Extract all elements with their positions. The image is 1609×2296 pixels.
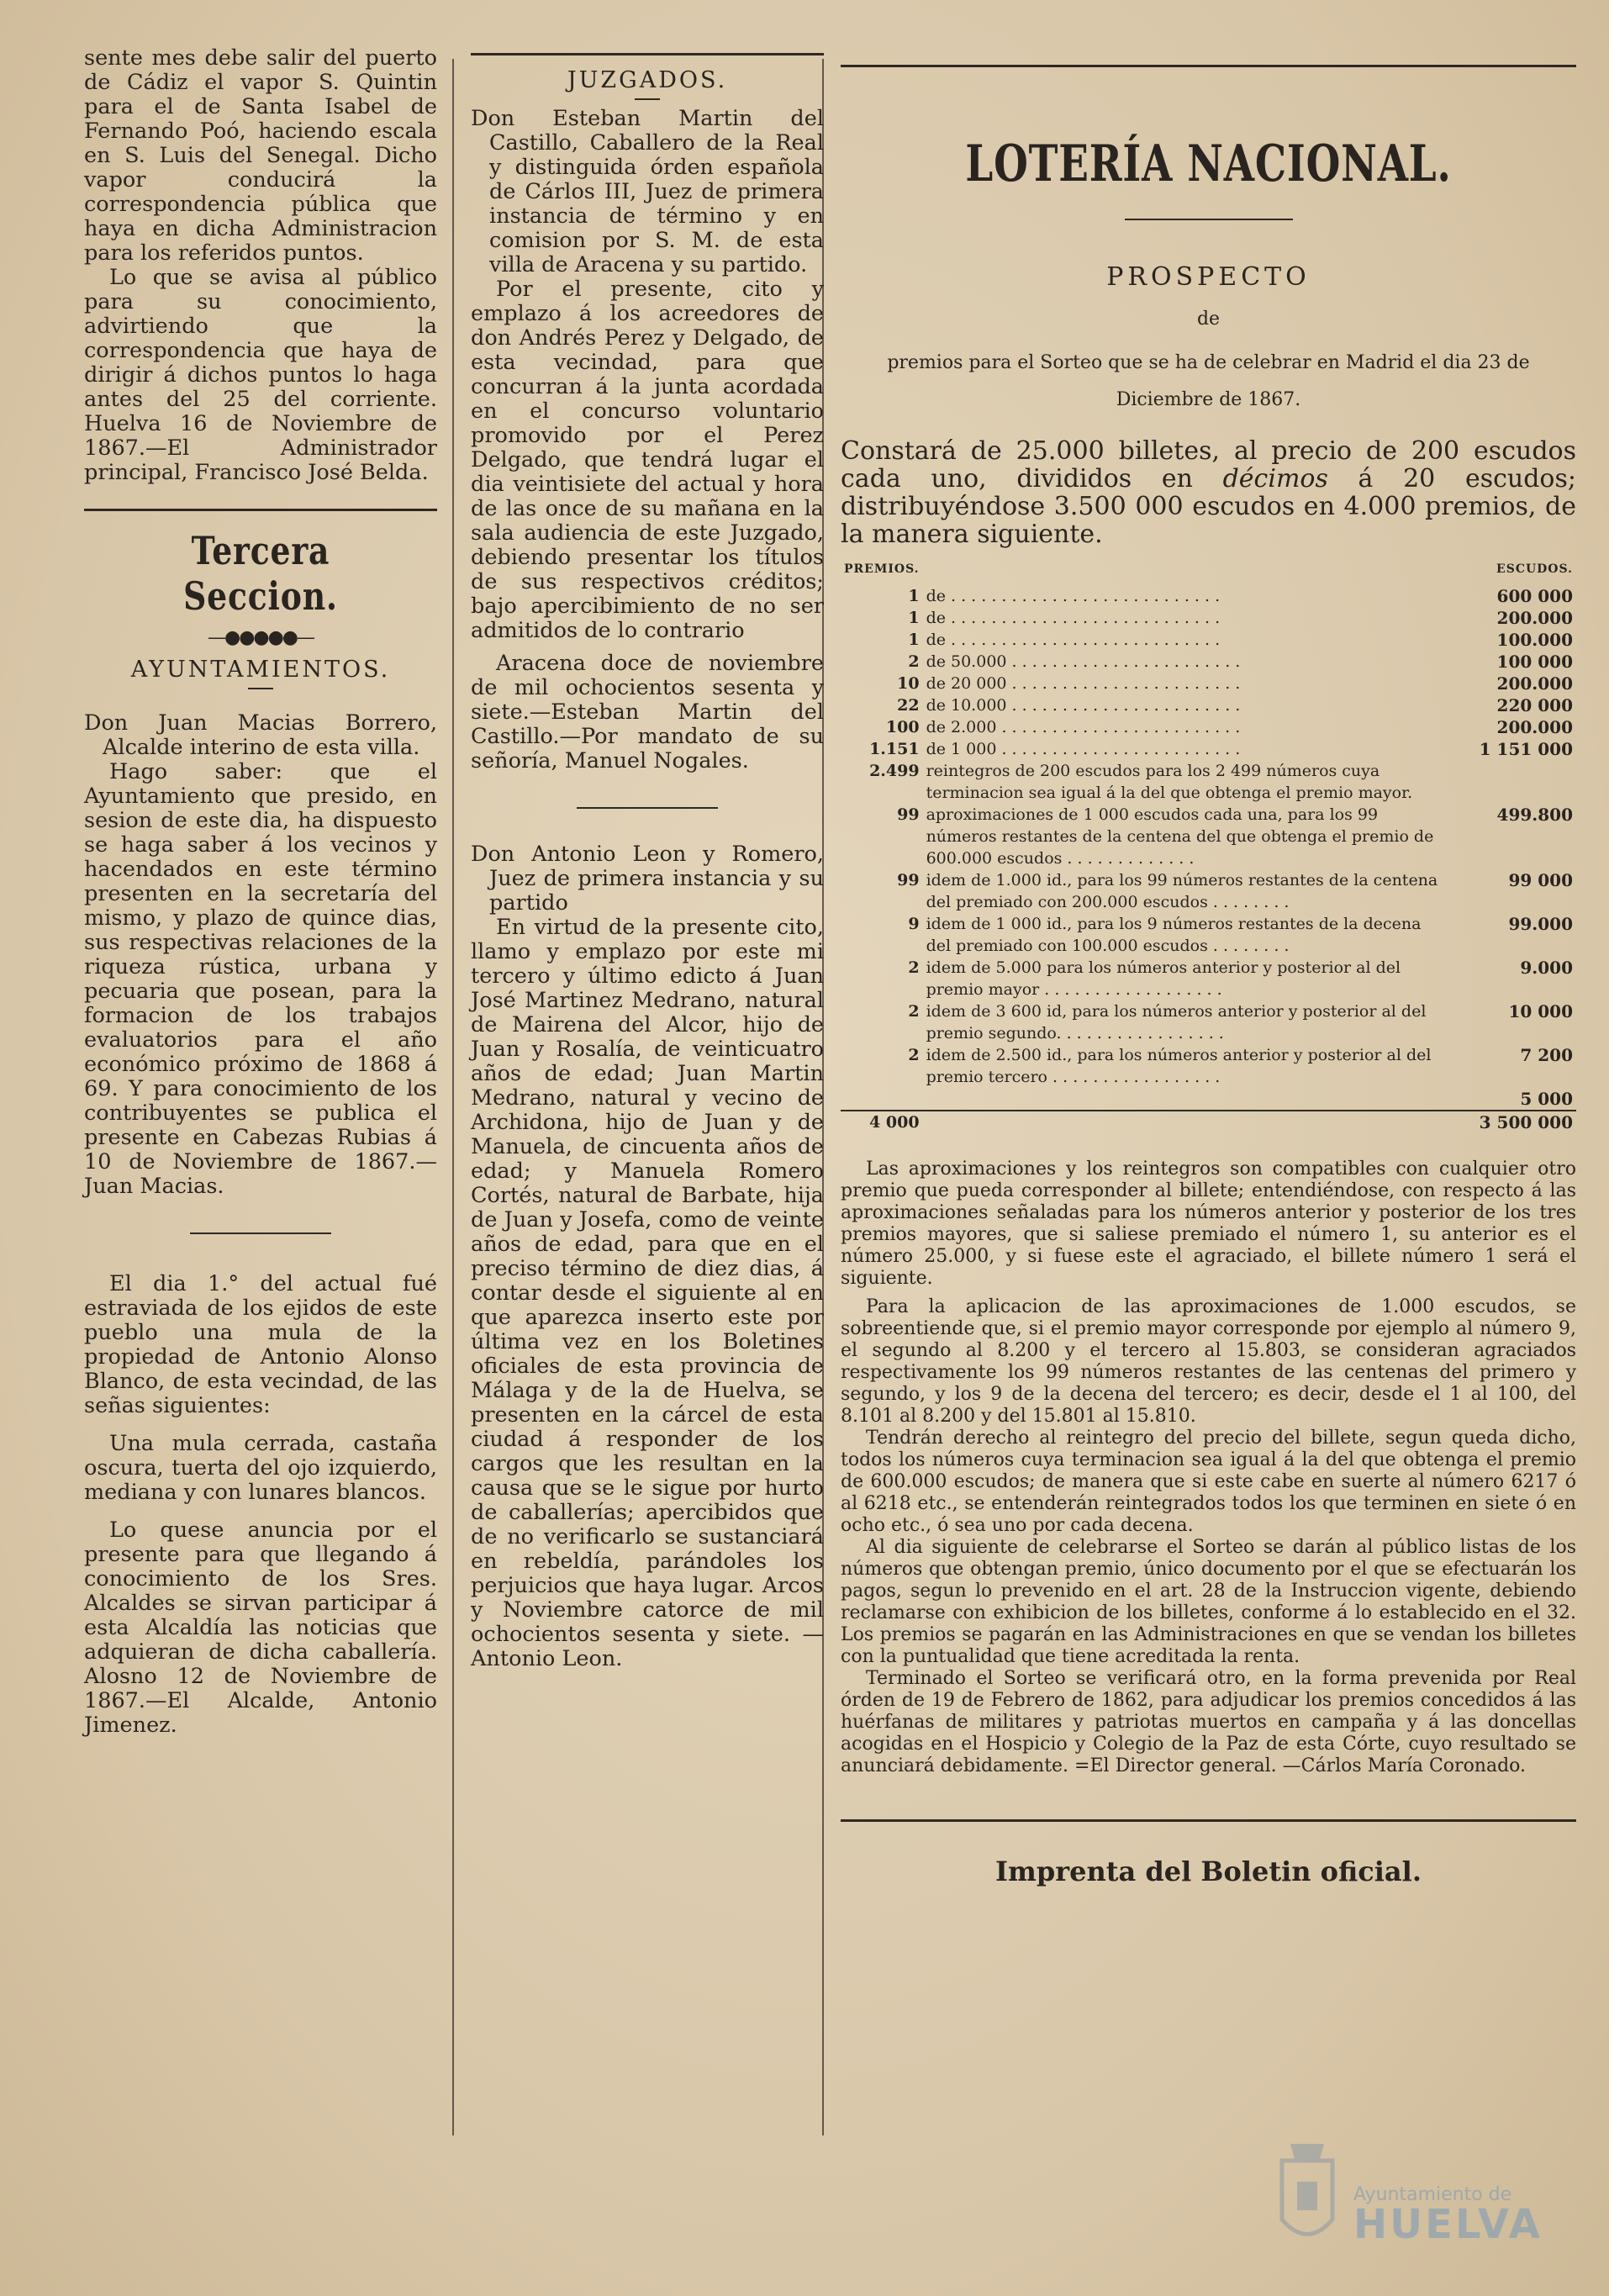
column-rule-1 [452,59,454,2135]
constara-decimos: décimos [1222,464,1328,494]
prize-row [841,913,1576,957]
prize-escudos: 7 200 [1520,1045,1573,1065]
escudos-column-header: ESCUDOS. [1496,562,1573,576]
prize-description: idem de 2.500 id., para los números anterior y posterior al del premio tercero . . . . . . . . . . . . . . . . . [926,1046,1432,1086]
sorteo-intro: premios para el Sorteo que se ha de celebrar en Madrid el dia 23 de Diciembre de 1867. [887,352,1530,410]
ornament: —●●●●●— [208,627,314,648]
prize-count: 10 [897,674,920,693]
prize-count: 1 [908,609,920,627]
postal-notice-p2: Lo que se avisa al público para su conocimiento, advirtiendo que la correspondencia que haya de dirigir á dichos puntos lo haga antes del 25 del corriente. Huelva 16 de Noviembre de 1867.—El Administrador principal, Francisco José Belda. [84,265,437,485]
prize-description: de . . . . . . . . . . . . . . . . . . . . . . . . . . . [926,587,1221,605]
constara-paragraph [841,437,1576,548]
total-premios: 4 000 [841,1111,923,1133]
total-escudos: 3 500 000 [1443,1111,1576,1133]
juzgado2-header: Don Antonio Leon y Romero, Juez de primera instancia y su partido [471,842,824,916]
ayto1-header: Don Juan Macias Borrero, Alcalde interino de esta villa. [84,710,437,760]
note-segundo-sorteo: Terminado el Sorteo se verificará otro, en la forma prevenida por Real órden de 19 de Febrero de 1862, para adjudicar los premios concedidos á las huérfanas de militares y patriotas muertos en campaña y á las doncellas acogidas en el Hospicio y Colegio de la Paz de esta Córte, cuyo resultado se anunciará debidamente. =El Director general. —Cárlos María Coronado. [841,1668,1576,1776]
column-3-loteria [841,46,1576,1887]
ayto1-body: Hago saber: que el Ayuntamiento que presido, en sesion de este dia, ha dispuesto se haga saber á los vecinos y hacendados en este término presenten en la secretaría del mismo, y plazo de quince dias, sus respectivas relaciones de la riqueza rústica, urbana y pecuaria que posean, para la formacion de los trabajos evaluatorios para el año económico próximo de 1868 á 69. Y para conocimiento de los contribuyentes se publica el presente en Cabezas Rubias á 10 de Noviembre de 1867.—Juan Macias. [84,759,437,1199]
prize-escudos: 9.000 [1520,958,1573,978]
prize-count: 1.151 [869,740,920,758]
section-title: Tercera Seccion. [183,528,338,619]
prize-row [841,716,1576,738]
prize-escudos: 200.000 [1496,717,1573,737]
premios-column-header: PREMIOS. [844,562,920,576]
prize-row [841,694,1576,716]
prize-escudos: 99.000 [1508,914,1573,934]
prize-count: 2 [908,958,920,977]
premios-table [841,558,1576,1133]
prize-count: 2.499 [869,762,920,780]
watermark-text [1353,2184,1543,2248]
prize-count: 1 [908,631,920,649]
prize-description: idem de 5.000 para los números anterior y posterior al del premio mayor . . . . . . . . . . . . . . . . . . [926,958,1401,999]
note-listas: Al dia siguiente de celebrarse el Sorteo se darán al público listas de los números que obtengan premio, único documento por el que se efectuarán los pagos, segun lo prevenido en el art. 28 de la Instruccion vigente, debiendo reclamarse con exhibicion de los billetes, conforme á lo establecido en el 32. Los premios se pagarán en las Administraciones en que se vendan los billetes con la puntualidad que tiene acreditada la renta. [841,1537,1576,1667]
prize-description: de 10.000 . . . . . . . . . . . . . . . . . . . . . . . [926,696,1241,715]
prize-count: 2 [908,1002,920,1021]
prize-count: 2 [908,1046,920,1064]
prize-description: idem de 3 600 id, para los números anterior y posterior al del premio segundo. . . . . . . . . . . . . . . . . [926,1002,1427,1042]
prize-description: idem de 1 000 id., para los 9 números restantes de la decena del premiado con 100.000 escudos . . . . . . . . [926,915,1422,955]
juzgado2-body: En virtud de la presente cito, llamo y emplazo por este mi tercero y último edicto á Juan José Martinez Medrano, natural de Mairena del Alcor, hijo de Juan y Rosalía, de veinticuatro años de edad; Juan Martin Medrano, natural y vecino de Archidona, hijo de Juan y de Manuela, de cincuenta años de edad; y Manuela Romero Cortés, natural de Barbate, hija de Juan y Josefa, como de veinte años de edad, para que en el preciso término de diez dias, á contar desde el siguiente al en que aparezca inserto este por última vez en los Boletines oficiales de esta provincia de Málaga y de la de Huelva, se presenten en la cárcel de esta ciudad á responder de los cargos que les resultan en la causa que se le sigue por hurto de caballerías; apercibidos que de no verificarlo se sustanciará en rebeldía, parándoles los perjuicios que haya lugar. Arcos y Noviembre catorce de mil ochocientos sesenta y siete. —Antonio Leon. [471,915,824,1671]
prospecto-heading: PROSPECTO [1106,262,1311,292]
prize-row [841,869,1576,913]
prize-row [841,1000,1576,1044]
top-rule [471,53,824,55]
prize-row [841,804,1576,869]
section-divider [84,509,437,511]
prize-count: 99 [897,871,920,889]
juzgados-heading: JUZGADOS. [567,67,728,93]
prize-count [841,1088,923,1111]
prize-escudos: 200.000 [1496,673,1573,694]
prize-description: de 2.000 . . . . . . . . . . . . . . . . . . . . . . . . [926,718,1241,736]
watermark-line2: HUELVA [1353,2201,1543,2248]
prize-row [841,629,1576,651]
prize-description: de 1 000 . . . . . . . . . . . . . . . . . . . . . . . . [926,740,1241,758]
city-seal-icon [1265,2135,1349,2253]
prize-count: 99 [897,805,920,824]
juzgado1-signature: Aracena doce de noviembre de mil ochocientos sesenta y siete.—Esteban Martin del Castillo.—Por mandato de su señoría, Manuel Nogales. [471,651,824,773]
prize-description: reintegros de 200 escudos para los 2 499 números cuya terminacion sea igual á la del que obtenga el premio mayor. [926,762,1413,802]
prize-escudos: 600 000 [1496,586,1573,606]
prize-escudos: 1 151 000 [1479,739,1573,759]
notice-divider [190,1232,331,1234]
notice-divider [577,807,718,809]
imprenta-footer: Imprenta del Boletin oficial. [995,1855,1422,1887]
prize-escudos: 99 000 [1508,870,1573,890]
prize-description: de . . . . . . . . . . . . . . . . . . . . . . . . . . . [926,631,1221,649]
ayuntamientos-heading: AYUNTAMIENTOS. [130,657,391,683]
column-1 [84,46,437,1738]
prize-description: aproximaciones de 1 000 escudos cada una, para los 99 números restantes de la centena del que obtenga el premio de 600.000 escudos . . . . . . . . . . . . . [926,805,1434,868]
prize-escudos: 499.800 [1496,805,1573,825]
prize-description [923,1088,1443,1111]
prize-count: 100 [885,718,920,736]
juzgado1-header: Don Esteban Martin del Castillo, Caballero de la Real y distinguida órden española de Cárlos III, Juez de primera instancia de término y en comision por S. M. de esta villa de Aracena y su partido. [471,106,824,277]
prize-row [841,673,1576,694]
lottery-notes [841,1159,1576,1777]
de-word: de [1196,309,1221,330]
juzgado1-body: Por el presente, cito y emplazo á los acreedores de don Andrés Perez y Delgado, de esta vecindad, para que concurran á la junta acordada en el concurso voluntario promovido por el Perez Delgado, que tendrá lugar el dia veintisiete del actual y hora de las once de su mañana en la sala audiencia de este Juzgado, debiendo presentar los títulos de sus respectivos créditos; bajo apercibimiento de no ser admitidos de lo contrario [471,277,824,643]
prize-description: idem de 1.000 id., para los 99 números restantes de la centena del premiado con 200.000 escudos . . . . . . . . [926,871,1438,911]
prize-description: de 20 000 . . . . . . . . . . . . . . . . . . . . . . . [926,674,1241,693]
ayto2-p1: El dia 1.° del actual fué estraviada de los ejidos de este pueblo una mula de la propiedad de Antonio Alonso Blanco, de esta vecindad, de las señas siguientes: [84,1271,437,1418]
bottom-rule [841,1819,1576,1822]
prize-count: 22 [897,696,920,715]
prize-description: de 50.000 . . . . . . . . . . . . . . . . . . . . . . . [926,652,1241,671]
heading-dash [248,688,273,689]
note-aproximaciones: Las aproximaciones y los reintegros son compatibles con cualquier otro premio que pueda corresponder al billete; entendiéndose, con respecto á las aproximaciones señaladas para los números anterior y posterior de los tres premios mayores, que si saliese premiado el número 1, su anterior es el número 25.000, y si fuese este el agraciado, el billete número 1 será el siguiente. [841,1159,1576,1289]
prize-escudos: 200.000 [1496,608,1573,628]
prize-row [841,1044,1576,1088]
prize-row [841,738,1576,760]
ayto2-p3: Lo quese anuncia por el presente para que llegando á conocimiento de los Sres. Alcaldes se sirvan participar á esta Alcaldía las noticias que adquieran de dicha caballería. Alosno 12 de Noviembre de 1867.—El Alcalde, Antonio Jimenez. [84,1517,437,1738]
prize-row [841,1088,1576,1111]
note-aplicacion: Para la aplicacion de las aproximaciones de 1.000 escudos, se sobreentiende que, si el premio mayor corresponde por ejemplo al número 9, el segundo al 8.200 y el tercero al 15.803, se consideran agraciados respectivamente los 99 números restantes de las centenas del primero y segundo, y los 9 de la decena del tercero; es decir, desde el 1 al 100, del 8.101 al 8.200 y del 15.801 al 15.810. [841,1296,1576,1427]
prize-row [841,957,1576,1000]
ayto2-p2: Una mula cerrada, castaña oscura, tuerta del ojo izquierdo, mediana y con lunares blancos. [84,1431,437,1505]
prize-row [841,760,1576,804]
prize-row [841,651,1576,673]
prize-row [841,585,1576,607]
prize-row [841,607,1576,629]
prize-description: de . . . . . . . . . . . . . . . . . . . . . . . . . . . [926,609,1221,627]
prize-count: 2 [908,652,920,671]
prize-escudos [1443,760,1576,804]
top-rule [841,65,1576,67]
prize-count: 9 [908,915,920,933]
watermark-line1: Ayuntamiento de [1353,2184,1512,2205]
column-2 [471,46,824,1671]
constara-text-a: Constará de 25.000 billetes, al precio de 200 escudos cada uno, divididos en [841,436,1576,494]
prize-count: 1 [908,587,920,605]
prize-escudos: 100 000 [1496,652,1573,672]
loteria-title: LOTERÍA NACIONAL. [965,135,1452,193]
postal-notice-p1: sente mes debe salir del puerto de Cádiz el vapor S. Quintin para el de Santa Isabel de Fernando Poó, haciendo escala en S. Luis del Senegal. Dicho vapor conducirá la correspondencia pública que haya en dicha Administracion para los referidos puntos. [84,45,437,266]
prize-escudos: 220 000 [1496,695,1573,715]
prize-total-row [841,1111,1576,1133]
prize-escudos: 5 000 [1520,1089,1573,1109]
note-reintegro: Tendrán derecho al reintegro del precio del billete, segun queda dicho, todos los números cuya terminacion sea igual á la del que obtenga el premio de 600.000 escudos; de manera que si este cabe en suerte al número 6217 ó al 6218 etc., se entenderán reintegrados todos los que terminen en siete ó en ocho etc., ó sea uno por cada decena. [841,1428,1576,1536]
heading-dash [635,98,660,100]
prize-escudos: 10 000 [1508,1001,1573,1021]
prize-escudos: 100.000 [1496,630,1573,650]
constara-text-b: á 20 escudos; distribuyéndose 3.500 000 escudos en 4.000 premios, de la manera siguiente. [841,464,1576,549]
title-ornament [1125,219,1293,220]
